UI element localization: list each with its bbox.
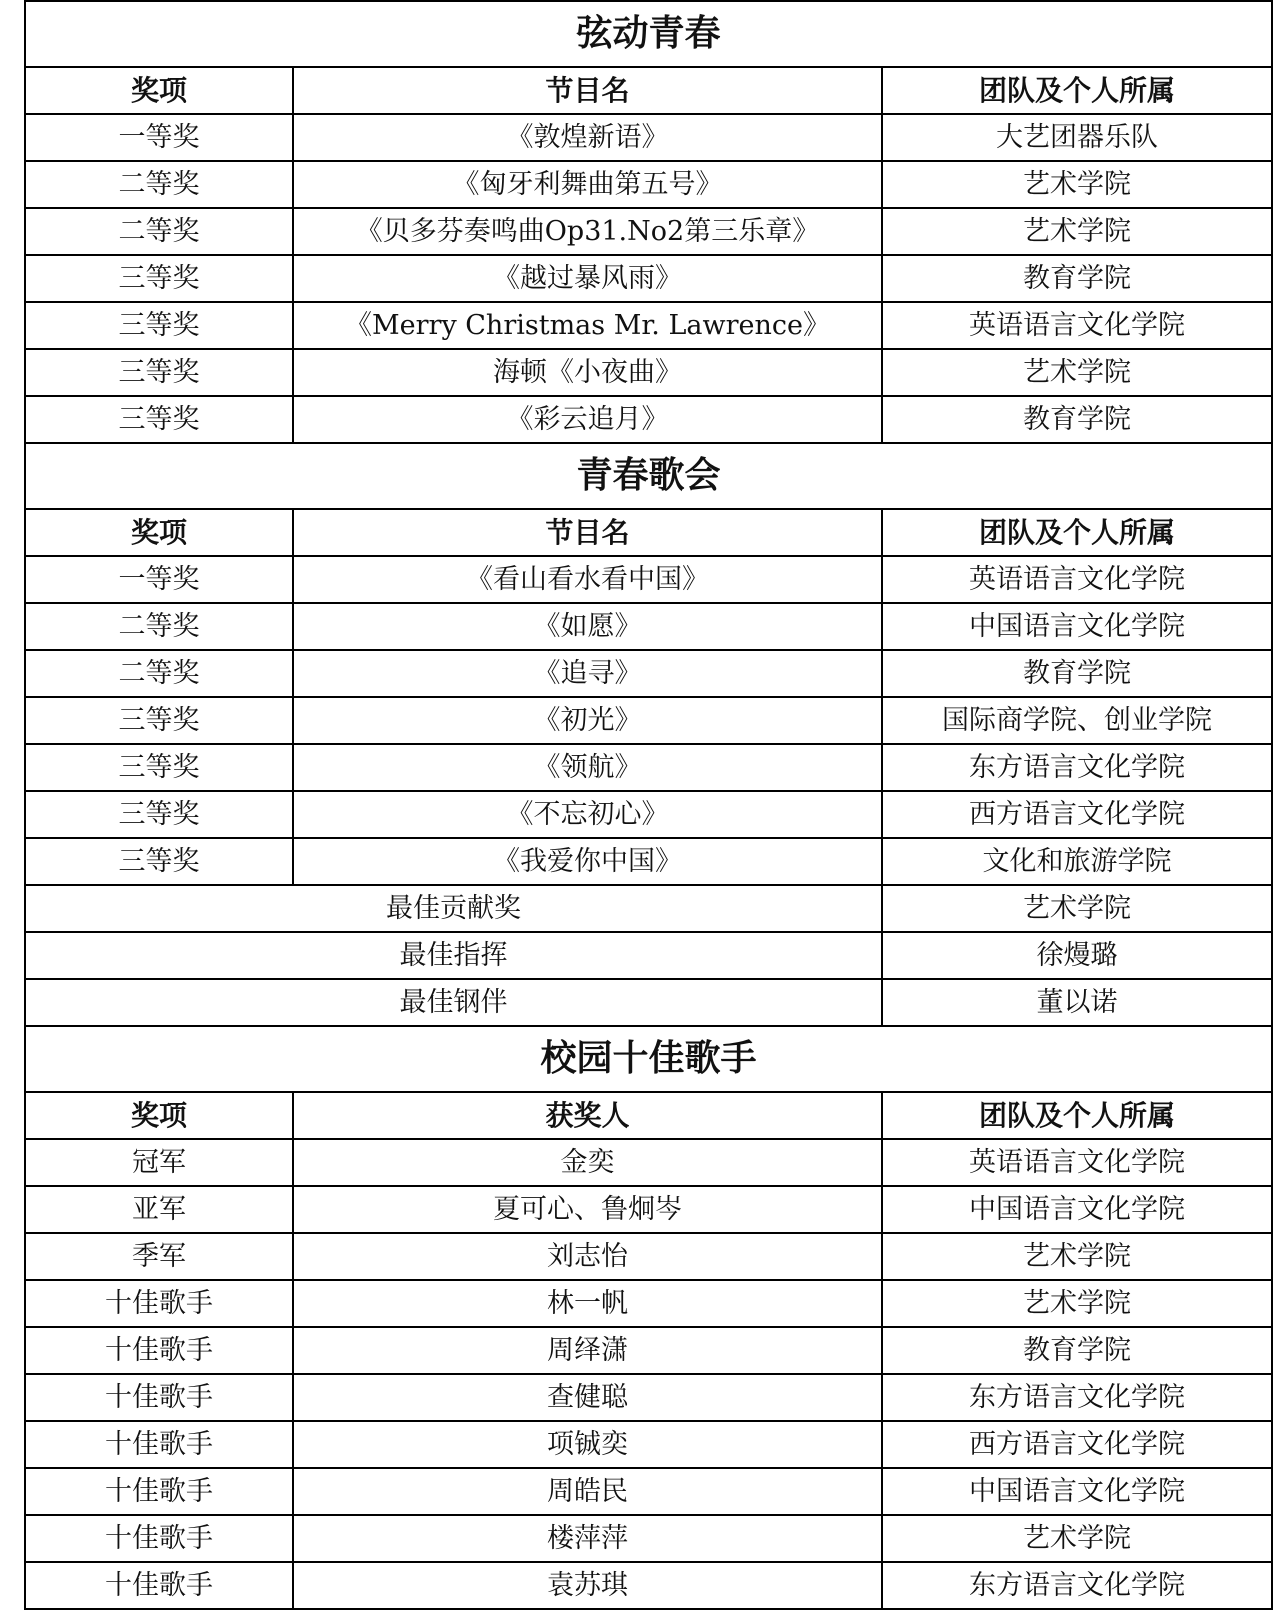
winner-cell: 周皓民 xyxy=(293,1468,882,1515)
affiliation-cell: 中国语言文化学院 xyxy=(882,1468,1272,1515)
header-affiliation: 团队及个人所属 xyxy=(882,1092,1272,1139)
header-winner: 获奖人 xyxy=(293,1092,882,1139)
affiliation-cell: 西方语言文化学院 xyxy=(882,791,1272,838)
table-row xyxy=(25,114,1272,161)
affiliation-cell: 艺术学院 xyxy=(882,1280,1272,1327)
table-row xyxy=(25,302,1272,349)
table-row xyxy=(25,556,1272,603)
winner-cell: 夏可心、鲁炯岑 xyxy=(293,1186,882,1233)
program-cell: 海顿《小夜曲》 xyxy=(293,349,882,396)
award-cell: 三等奖 xyxy=(25,255,293,302)
affiliation-cell: 英语语言文化学院 xyxy=(882,556,1272,603)
awards-table-body xyxy=(25,1,1272,1609)
award-cell: 季军 xyxy=(25,1233,293,1280)
program-cell: 《敦煌新语》 xyxy=(293,114,882,161)
section-title: 校园十佳歌手 xyxy=(25,1026,1272,1092)
table-row xyxy=(25,1280,1272,1327)
section-title-row xyxy=(25,1026,1272,1092)
table-row xyxy=(25,1139,1272,1186)
header-affiliation: 团队及个人所属 xyxy=(882,67,1272,114)
affiliation-cell: 教育学院 xyxy=(882,396,1272,443)
special-award-row xyxy=(25,932,1272,979)
table-row xyxy=(25,1515,1272,1562)
table-row xyxy=(25,208,1272,255)
affiliation-cell: 艺术学院 xyxy=(882,1515,1272,1562)
table-row xyxy=(25,744,1272,791)
affiliation-cell: 教育学院 xyxy=(882,255,1272,302)
affiliation-cell: 艺术学院 xyxy=(882,349,1272,396)
award-cell: 三等奖 xyxy=(25,396,293,443)
table-row xyxy=(25,396,1272,443)
affiliation-cell: 徐熳璐 xyxy=(882,932,1272,979)
winner-cell: 金奕 xyxy=(293,1139,882,1186)
header-row xyxy=(25,509,1272,556)
winner-cell: 项铖奕 xyxy=(293,1421,882,1468)
winner-cell: 楼萍萍 xyxy=(293,1515,882,1562)
affiliation-cell: 中国语言文化学院 xyxy=(882,1186,1272,1233)
award-cell: 二等奖 xyxy=(25,650,293,697)
award-cell: 一等奖 xyxy=(25,114,293,161)
award-cell: 三等奖 xyxy=(25,302,293,349)
table-row xyxy=(25,650,1272,697)
table-row xyxy=(25,791,1272,838)
table-row xyxy=(25,1233,1272,1280)
award-cell: 三等奖 xyxy=(25,838,293,885)
award-cell: 三等奖 xyxy=(25,744,293,791)
award-cell: 二等奖 xyxy=(25,603,293,650)
award-cell: 冠军 xyxy=(25,1139,293,1186)
special-award-name: 最佳钢伴 xyxy=(25,979,882,1026)
special-award-name: 最佳指挥 xyxy=(25,932,882,979)
affiliation-cell: 英语语言文化学院 xyxy=(882,302,1272,349)
award-cell: 十佳歌手 xyxy=(25,1562,293,1609)
award-cell: 十佳歌手 xyxy=(25,1515,293,1562)
table-row xyxy=(25,838,1272,885)
winner-cell: 林一帆 xyxy=(293,1280,882,1327)
affiliation-cell: 中国语言文化学院 xyxy=(882,603,1272,650)
header-program: 节目名 xyxy=(293,67,882,114)
table-row xyxy=(25,1468,1272,1515)
winner-cell: 周绎潇 xyxy=(293,1327,882,1374)
section-title: 青春歌会 xyxy=(25,443,1272,509)
award-cell: 三等奖 xyxy=(25,791,293,838)
section-title: 弦动青春 xyxy=(25,1,1272,67)
affiliation-cell: 教育学院 xyxy=(882,1327,1272,1374)
special-award-row xyxy=(25,979,1272,1026)
affiliation-cell: 国际商学院、创业学院 xyxy=(882,697,1272,744)
table-row xyxy=(25,1421,1272,1468)
award-cell: 十佳歌手 xyxy=(25,1468,293,1515)
award-cell: 十佳歌手 xyxy=(25,1421,293,1468)
affiliation-cell: 艺术学院 xyxy=(882,208,1272,255)
table-row xyxy=(25,1374,1272,1421)
award-cell: 十佳歌手 xyxy=(25,1374,293,1421)
program-cell: 《领航》 xyxy=(293,744,882,791)
awards-table xyxy=(24,0,1273,1610)
program-cell: 《看山看水看中国》 xyxy=(293,556,882,603)
affiliation-cell: 英语语言文化学院 xyxy=(882,1139,1272,1186)
header-row xyxy=(25,67,1272,114)
award-cell: 二等奖 xyxy=(25,208,293,255)
affiliation-cell: 东方语言文化学院 xyxy=(882,744,1272,791)
table-row xyxy=(25,697,1272,744)
table-row xyxy=(25,1186,1272,1233)
table-row xyxy=(25,161,1272,208)
affiliation-cell: 艺术学院 xyxy=(882,1233,1272,1280)
program-cell: 《我爱你中国》 xyxy=(293,838,882,885)
winner-cell: 查健聪 xyxy=(293,1374,882,1421)
affiliation-cell: 艺术学院 xyxy=(882,885,1272,932)
affiliation-cell: 教育学院 xyxy=(882,650,1272,697)
table-row xyxy=(25,603,1272,650)
program-cell: 《初光》 xyxy=(293,697,882,744)
program-cell: 《不忘初心》 xyxy=(293,791,882,838)
table-row xyxy=(25,255,1272,302)
award-cell: 亚军 xyxy=(25,1186,293,1233)
program-cell: 《越过暴风雨》 xyxy=(293,255,882,302)
program-cell: 《贝多芬奏鸣曲Op31.No2第三乐章》 xyxy=(293,208,882,255)
affiliation-cell: 董以诺 xyxy=(882,979,1272,1026)
affiliation-cell: 艺术学院 xyxy=(882,161,1272,208)
award-cell: 十佳歌手 xyxy=(25,1280,293,1327)
header-affiliation: 团队及个人所属 xyxy=(882,509,1272,556)
winner-cell: 袁苏琪 xyxy=(293,1562,882,1609)
program-cell: 《追寻》 xyxy=(293,650,882,697)
award-cell: 二等奖 xyxy=(25,161,293,208)
program-cell: 《如愿》 xyxy=(293,603,882,650)
award-cell: 三等奖 xyxy=(25,349,293,396)
program-cell: 《Merry Christmas Mr. Lawrence》 xyxy=(293,302,882,349)
affiliation-cell: 东方语言文化学院 xyxy=(882,1374,1272,1421)
affiliation-cell: 文化和旅游学院 xyxy=(882,838,1272,885)
affiliation-cell: 西方语言文化学院 xyxy=(882,1421,1272,1468)
section-title-row xyxy=(25,1,1272,67)
table-row xyxy=(25,1327,1272,1374)
affiliation-cell: 大艺团器乐队 xyxy=(882,114,1272,161)
award-cell: 一等奖 xyxy=(25,556,293,603)
header-program: 节目名 xyxy=(293,509,882,556)
table-row xyxy=(25,1562,1272,1609)
header-row xyxy=(25,1092,1272,1139)
section-title-row xyxy=(25,443,1272,509)
award-cell: 三等奖 xyxy=(25,697,293,744)
program-cell: 《匈牙利舞曲第五号》 xyxy=(293,161,882,208)
header-award: 奖项 xyxy=(25,1092,293,1139)
table-row xyxy=(25,349,1272,396)
special-award-row xyxy=(25,885,1272,932)
winner-cell: 刘志怡 xyxy=(293,1233,882,1280)
program-cell: 《彩云追月》 xyxy=(293,396,882,443)
header-award: 奖项 xyxy=(25,509,293,556)
affiliation-cell: 东方语言文化学院 xyxy=(882,1562,1272,1609)
header-award: 奖项 xyxy=(25,67,293,114)
awards-sheet xyxy=(24,0,1271,1610)
special-award-name: 最佳贡献奖 xyxy=(25,885,882,932)
award-cell: 十佳歌手 xyxy=(25,1327,293,1374)
